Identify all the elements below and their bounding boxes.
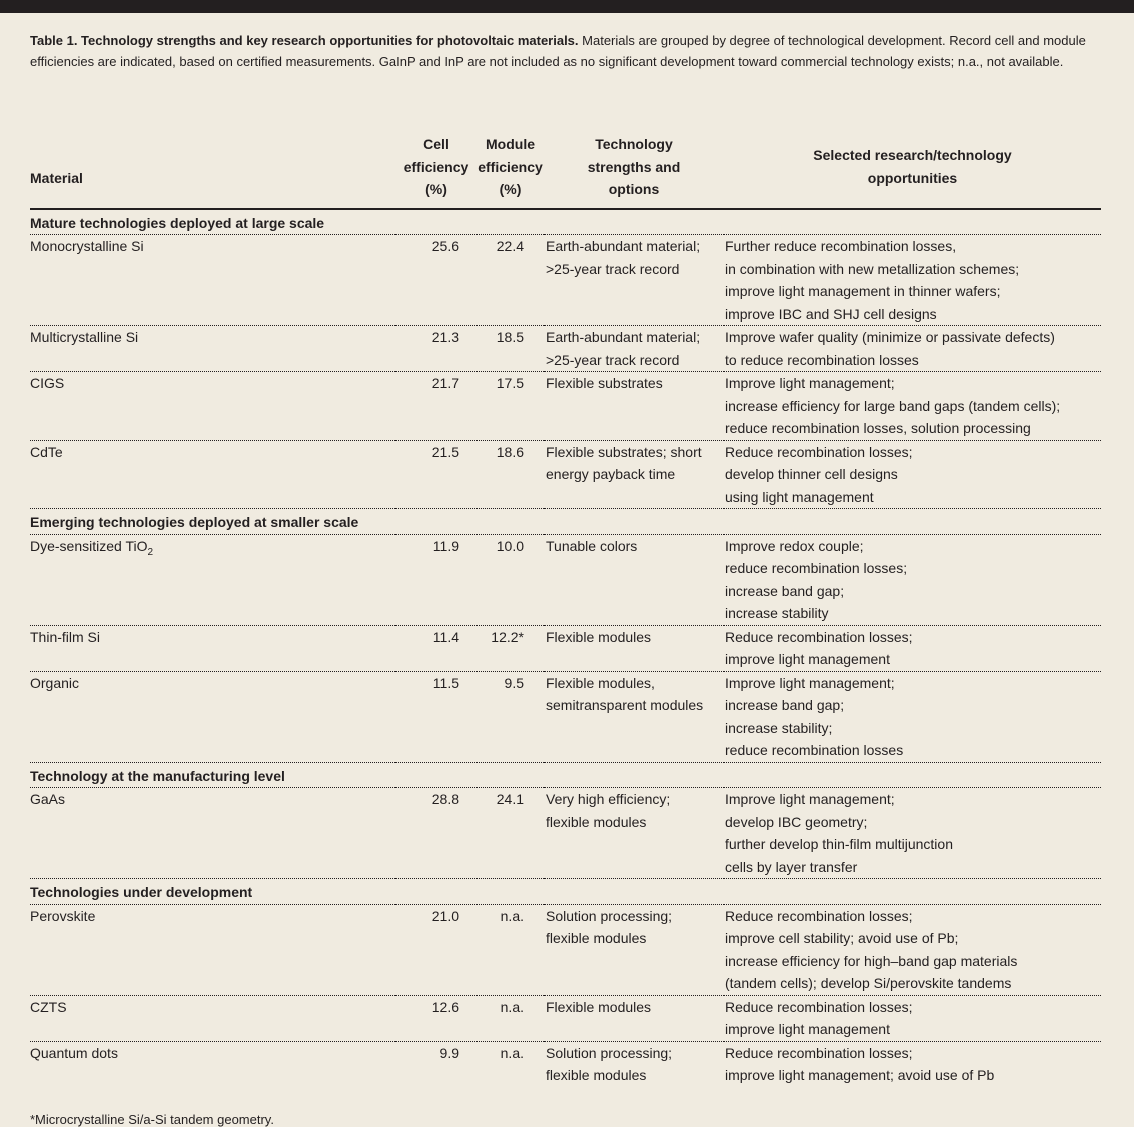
opportunity-line: to reduce recombination losses [725,351,919,368]
opportunity-line: improve IBC and SHJ cell designs [725,305,937,322]
material-name: Organic [30,674,80,691]
opportunity-line: Improve wafer quality (minimize or passivate defects) [725,329,1055,345]
group-header-row [30,509,1101,535]
caption-title: Table 1. Technology strengths and key research opportunities for photovoltaic materials. [30,33,579,48]
opportunities-cell [724,440,1101,509]
material-cell [30,372,395,441]
header-material: Material [30,133,395,209]
top-rule [0,0,1134,13]
table-caption [0,13,1134,106]
cell-efficiency: 11.5 [395,671,477,762]
opportunity-line: in combination with new metallization schemes; [725,260,1020,277]
table-row [30,1041,1101,1087]
material-name: CdTe [30,443,63,460]
group-header-row [30,879,1101,905]
header-module-efficiency: Module efficiency (%) [477,133,544,209]
strength-line: Earth-abundant material; [546,238,701,254]
cell-efficiency: 25.6 [395,235,477,326]
caption-text: Materials are grouped by degree of technological development. Record cell and module efficiencies are indicated, based on certified measurements. GaInP and InP are not included as no significant development toward commercial technology exists; n.a., not available. [30,33,1086,69]
opportunity-line: Reduce recombination losses; [725,1044,913,1061]
cell-efficiency: 9.9 [439,1044,459,1061]
strengths-cell [544,671,724,762]
material-cell [30,904,395,995]
strengths-cell [544,440,724,509]
table-body [30,209,1101,1087]
opportunities-cell [724,788,1101,879]
material-cell [30,440,395,509]
opportunities-cell [724,625,1101,671]
strengths-cell [544,995,724,1041]
strength-line: Flexible substrates [546,375,663,391]
strength-line: Tunable colors [546,537,638,554]
opportunity-line: increase stability [725,605,829,621]
strengths-cell [544,534,724,625]
material-cell [30,995,395,1041]
opportunity-line: increase stability; [725,719,833,736]
cell-efficiency: 12.6 [395,995,477,1041]
opportunity-line: Further reduce recombination losses, [725,238,957,254]
module-efficiency: 17.5 [477,372,544,441]
table-row [30,671,1101,762]
opportunity-line: Improve light management; [725,375,895,391]
opportunity-line: develop thinner cell designs [725,466,898,482]
opportunities-cell [724,534,1101,625]
opportunities-cell [724,372,1101,441]
strengths-cell [544,235,724,326]
material-subscript: 2 [147,546,154,558]
material-name: Multicrystalline Si [30,329,139,345]
opportunity-line: Reduce recombination losses; [725,907,913,924]
cell-efficiency: 21.5 [395,440,477,509]
cell-efficiency: 11.4 [395,625,477,671]
material-cell [30,788,395,879]
opportunities-cell [724,1041,1101,1087]
opportunity-line: Improve light management; [725,791,895,807]
module-efficiency: 22.4 [477,235,544,326]
strengths-cell [544,372,724,441]
opportunity-line: further develop thin-film multijunction [725,836,953,852]
table-row [30,326,1101,372]
cell-efficiency: 21.7 [395,372,477,441]
cell-efficiency: 21.3 [395,326,477,372]
group-title: Technologies under development [30,879,1101,905]
table-row [30,788,1101,879]
strength-line: Flexible modules, [546,674,655,691]
strength-line: >25-year track record [546,351,680,368]
module-efficiency: n.a. [477,995,544,1041]
group-title: Mature technologies deployed at large scale [30,209,1101,235]
strength-line: flexible modules [546,813,647,830]
table-row [30,235,1101,326]
header-row [30,133,1101,209]
opportunity-line: Reduce recombination losses; [725,443,913,460]
strength-line: Very high efficiency; [546,791,671,807]
material-cell [30,1041,395,1087]
header-strengths: Technology strengths and options [544,133,724,209]
strength-line: Flexible substrates; short [546,443,702,460]
opportunity-line: (tandem cells); develop Si/perovskite tandems [725,975,1012,991]
opportunity-line: Reduce recombination losses; [725,998,913,1015]
module-efficiency: 10.0 [477,534,544,625]
opportunity-line: reduce recombination losses, solution processing [725,420,1031,436]
module-efficiency: 12.2* [477,625,544,671]
strength-line: Earth-abundant material; [546,329,701,345]
module-efficiency: 18.5 [477,326,544,372]
opportunities-cell [724,904,1101,995]
material-cell [30,235,395,326]
strengths-cell [544,625,724,671]
opportunity-line: Improve light management; [725,674,895,691]
material-cell [30,625,395,671]
table-row [30,904,1101,995]
strength-line: flexible modules [546,930,647,946]
material-name: CZTS [30,998,67,1015]
strength-line: Flexible modules [546,628,652,645]
material-cell [30,534,395,625]
opportunity-line: improve cell stability; avoid use of Pb; [725,930,959,946]
module-efficiency: 24.1 [477,788,544,879]
opportunities-cell [724,995,1101,1041]
material-name: Perovskite [30,907,96,924]
strength-line: Solution processing; [546,907,673,924]
material-name: Dye-sensitized TiO [30,537,148,554]
footnote: *Microcrystalline Si/a-Si tandem geometry. [30,1111,274,1127]
module-efficiency: n.a. [477,904,544,995]
table-row [30,534,1101,625]
opportunity-line: improve light management; avoid use of Pb [725,1067,995,1083]
opportunity-line: reduce recombination losses; [725,560,908,576]
material-name: GaAs [30,791,66,807]
table-row [30,995,1101,1041]
strength-line: >25-year track record [546,260,680,277]
opportunity-line: cells by layer transfer [725,858,858,875]
strength-line: semitransparent modules [546,697,704,713]
opportunity-line: improve light management [725,651,890,667]
opportunity-line: using light management [725,488,874,505]
module-efficiency: 9.5 [477,671,544,762]
opportunity-line: increase band gap; [725,697,845,713]
header-cell-efficiency: Cell efficiency (%) [395,133,477,209]
strength-line: energy payback time [546,466,676,482]
module-efficiency: n.a. [500,1044,524,1061]
strengths-cell [544,904,724,995]
materials-table [30,133,1101,1087]
table-row [30,625,1101,671]
material-cell [30,326,395,372]
table-wrapper [0,106,1134,1087]
cell-efficiency: 28.8 [395,788,477,879]
strengths-cell [544,788,724,879]
material-name: Monocrystalline Si [30,238,144,254]
material-name: Thin-film Si [30,628,101,645]
opportunity-line: Improve redox couple; [725,537,864,554]
opportunity-line: develop IBC geometry; [725,813,868,830]
opportunity-line: Reduce recombination losses; [725,628,913,645]
material-cell [30,671,395,762]
group-header-row [30,209,1101,235]
table-row [30,372,1101,441]
strength-line: flexible modules [546,1067,647,1083]
opportunity-line: improve light management [725,1021,890,1037]
table-row [30,440,1101,509]
opportunities-cell [724,235,1101,326]
opportunities-cell [724,326,1101,372]
opportunity-line: increase band gap; [725,582,845,599]
strengths-cell [544,326,724,372]
module-efficiency: 18.6 [477,440,544,509]
opportunity-line: reduce recombination losses [725,742,904,758]
group-title: Technology at the manufacturing level [30,762,1101,788]
group-title: Emerging technologies deployed at smaller scale [30,509,1101,535]
cell-efficiency: 21.0 [395,904,477,995]
header-opportunities: Selected research/technology opportunities [724,133,1101,209]
opportunities-cell [724,671,1101,762]
group-header-row [30,762,1101,788]
material-name: CIGS [30,375,65,391]
strength-line: Solution processing; [546,1044,673,1061]
strengths-cell [544,1041,724,1087]
opportunity-line: increase efficiency for large band gaps (tandem cells); [725,397,1061,414]
cell-efficiency: 11.9 [395,534,477,625]
strength-line: Flexible modules [546,998,652,1015]
opportunity-line: increase efficiency for high–band gap materials [725,952,1018,969]
opportunity-line: improve light management in thinner wafers; [725,283,1001,299]
material-name: Quantum dots [30,1044,118,1061]
